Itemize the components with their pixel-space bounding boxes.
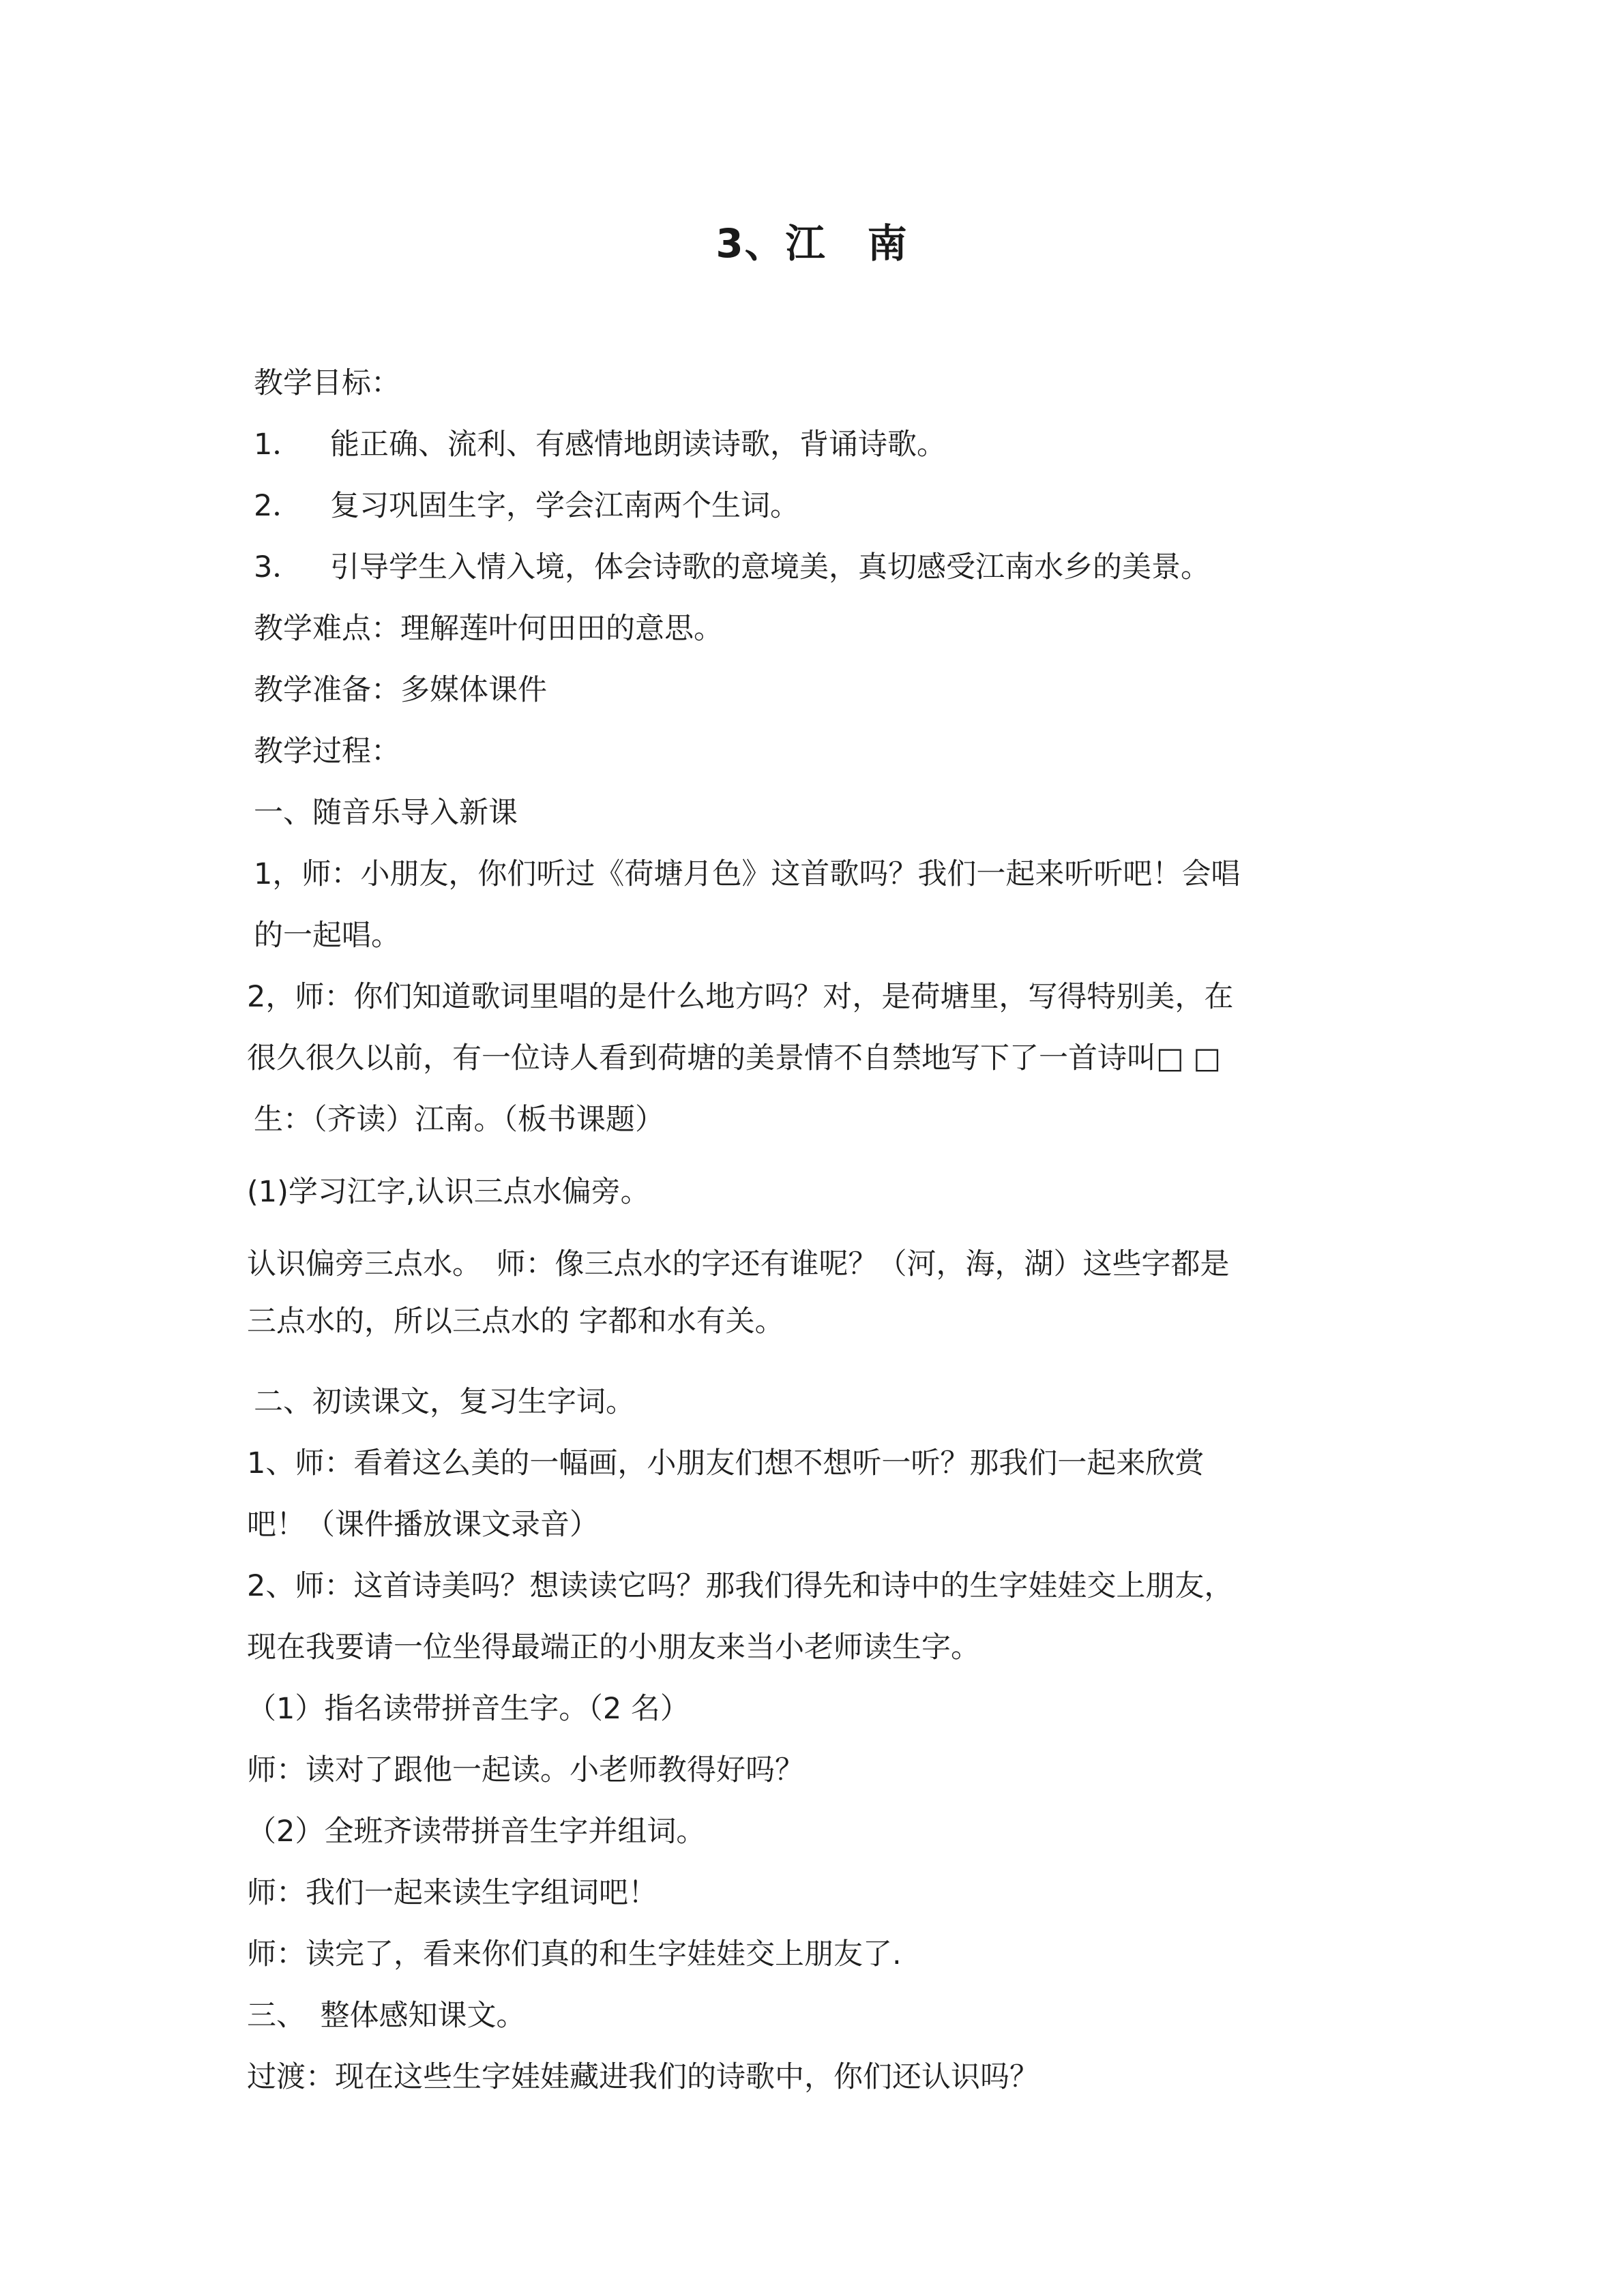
paragraph-line: 师：我们一起来读生字组词吧！ bbox=[247, 1876, 658, 1910]
difficulty-line: 教学难点：理解莲叶何田田的意思。 bbox=[254, 612, 723, 646]
objective-item-2 bbox=[254, 487, 799, 525]
paragraph-line: 生：（齐读）江南。（板书课题） bbox=[254, 1103, 664, 1137]
paragraph-line: (1)学习江字,认识三点水偏旁。 bbox=[247, 1175, 650, 1209]
paragraph-line: 现在我要请一位坐得最端正的小朋友来当小老师读生字。 bbox=[247, 1630, 980, 1665]
paragraph-line: 师：读完了，看来你们真的和生字娃娃交上朋友了. bbox=[247, 1937, 902, 1971]
list-number: 2． bbox=[254, 489, 302, 523]
page-title: 3、江 南 bbox=[715, 220, 909, 267]
objective-item-1 bbox=[254, 426, 946, 464]
paragraph-line: 认识偏旁三点水。 师：像三点水的字还有谁呢？（河，海，湖）这些字都是 bbox=[247, 1247, 1230, 1281]
paragraph-line: 三点水的，所以三点水的 字都和水有关。 bbox=[247, 1304, 784, 1339]
objective-item-3 bbox=[254, 548, 1210, 586]
objective-text: 引导学生入情入境，体会诗歌的意境美，真切感受江南水乡的美景。 bbox=[330, 550, 1210, 584]
section-heading-1: 一、随音乐导入新课 bbox=[254, 796, 518, 830]
section-heading-objectives: 教学目标： bbox=[254, 366, 400, 400]
objective-text: 复习巩固生字，学会江南两个生词。 bbox=[330, 489, 799, 523]
paragraph-line: （2）全班齐读带拼音生字并组词。 bbox=[247, 1815, 706, 1849]
list-number: 1． bbox=[254, 428, 302, 462]
paragraph-line: 过渡：现在这些生字娃娃藏进我们的诗歌中，你们还认识吗？ bbox=[247, 2060, 1039, 2094]
paragraph-line: （1）指名读带拼音生字。（2 名） bbox=[247, 1692, 690, 1726]
preparation-line: 教学准备：多媒体课件 bbox=[254, 673, 547, 707]
section-heading-2: 二、初读课文，复习生字词。 bbox=[254, 1385, 635, 1419]
paragraph-line: 2、师：这首诗美吗？想读读它吗？那我们得先和诗中的生字娃娃交上朋友， bbox=[247, 1569, 1234, 1603]
paragraph-line: 师：读对了跟他一起读。小老师教得好吗？ bbox=[247, 1753, 804, 1787]
section-heading-process: 教学过程： bbox=[254, 734, 400, 769]
section-heading-3: 三、 整体感知课文。 bbox=[247, 1999, 526, 2033]
list-number: 3． bbox=[254, 550, 302, 584]
paragraph-line: 1、师：看着这么美的一幅画，小朋友们想不想听一听？那我们一起来欣赏 bbox=[247, 1446, 1205, 1480]
paragraph-line: 1，师：小朋友，你们听过《荷塘月色》这首歌吗？我们一起来听听吧！会唱 bbox=[254, 857, 1241, 891]
objective-text: 能正确、流利、有感情地朗读诗歌，背诵诗歌。 bbox=[330, 428, 946, 462]
paragraph-line: 很久很久以前，有一位诗人看到荷塘的美景情不自禁地写下了一首诗叫□ □ bbox=[247, 1041, 1221, 1075]
paragraph-line: 的一起唱。 bbox=[254, 919, 400, 953]
paragraph-line: 2，师：你们知道歌词里唱的是什么地方吗？对，是荷塘里，写得特别美，在 bbox=[247, 980, 1234, 1014]
paragraph-line: 吧！（课件播放课文录音） bbox=[247, 1508, 599, 1542]
